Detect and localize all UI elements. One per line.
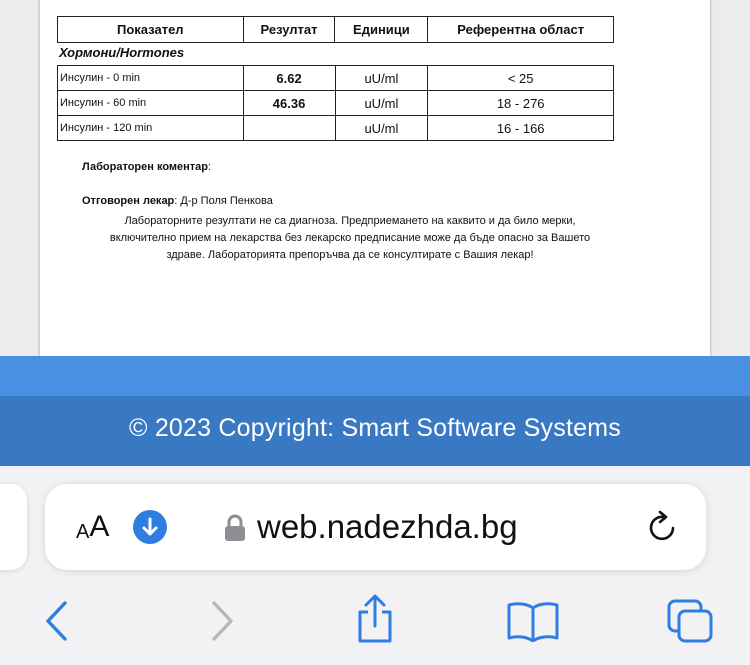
- row-units: uU/ml: [335, 66, 428, 91]
- row-reference: 18 - 276: [428, 91, 614, 116]
- header-indicator: Показател: [58, 17, 244, 43]
- lab-comment-label: Лабораторен коментар: [82, 161, 209, 173]
- row-reference: < 25: [428, 66, 614, 91]
- disclaimer: [60, 213, 640, 264]
- url-text[interactable]: web.nadezhda.bg: [257, 508, 518, 545]
- bookmarks-icon[interactable]: [506, 600, 560, 642]
- aa-big-letter: A: [89, 510, 110, 543]
- disclaimer-line: включително прием на лекарства без лекарско предписание може да бъде опасно за Вашето: [109, 232, 591, 244]
- lab-comment: [82, 161, 211, 173]
- section-title: Хормони/Hormones: [59, 45, 185, 60]
- lock-icon: [224, 514, 246, 542]
- back-icon[interactable]: [40, 600, 74, 642]
- table-row: [58, 66, 614, 91]
- table-row: [58, 91, 614, 116]
- copyright-text: © 2023 Copyright: Smart Software Systems: [129, 414, 621, 442]
- responsible-doctor: [82, 195, 273, 207]
- header-result: Резултат: [243, 17, 335, 43]
- aa-small-letter: A: [76, 521, 90, 543]
- row-units: uU/ml: [335, 116, 428, 141]
- doctor-name: : Д-р Поля Пенкова: [174, 195, 273, 207]
- reload-icon[interactable]: [644, 509, 680, 545]
- row-name: Инсулин - 120 min: [58, 116, 244, 141]
- row-name: Инсулин - 60 min: [58, 91, 244, 116]
- row-name: Инсулин - 0 min: [58, 66, 244, 91]
- row-reference: 16 - 166: [428, 116, 614, 141]
- previous-tab-peek[interactable]: [0, 484, 27, 570]
- results-table: [57, 65, 614, 141]
- results-header-table: [57, 16, 614, 43]
- share-icon[interactable]: [354, 594, 396, 644]
- tabs-icon[interactable]: [666, 598, 714, 644]
- row-result: 6.62: [243, 66, 335, 91]
- header-reference: Референтна област: [428, 17, 614, 43]
- footer-band-top: [0, 356, 750, 396]
- disclaimer-line: здраве. Лабораторията препоръчва да се консултирате с Вашия лекар!: [166, 249, 534, 261]
- disclaimer-line: Лабораторните резултати не са диагноза. Предприемането на каквито и да било мерки,: [124, 215, 576, 227]
- download-icon[interactable]: [133, 510, 167, 544]
- row-result: 46.36: [243, 91, 335, 116]
- lab-comment-suffix: :: [208, 161, 212, 173]
- row-result: [243, 116, 335, 141]
- doctor-label: Отговорен лекар: [82, 195, 175, 207]
- reader-options-button[interactable]: [76, 510, 109, 546]
- row-units: uU/ml: [335, 91, 428, 116]
- download-arrow-icon: [133, 510, 167, 544]
- header-row: [58, 17, 614, 43]
- table-row: [58, 116, 614, 141]
- forward-icon[interactable]: [205, 600, 239, 642]
- header-units: Единици: [335, 17, 428, 43]
